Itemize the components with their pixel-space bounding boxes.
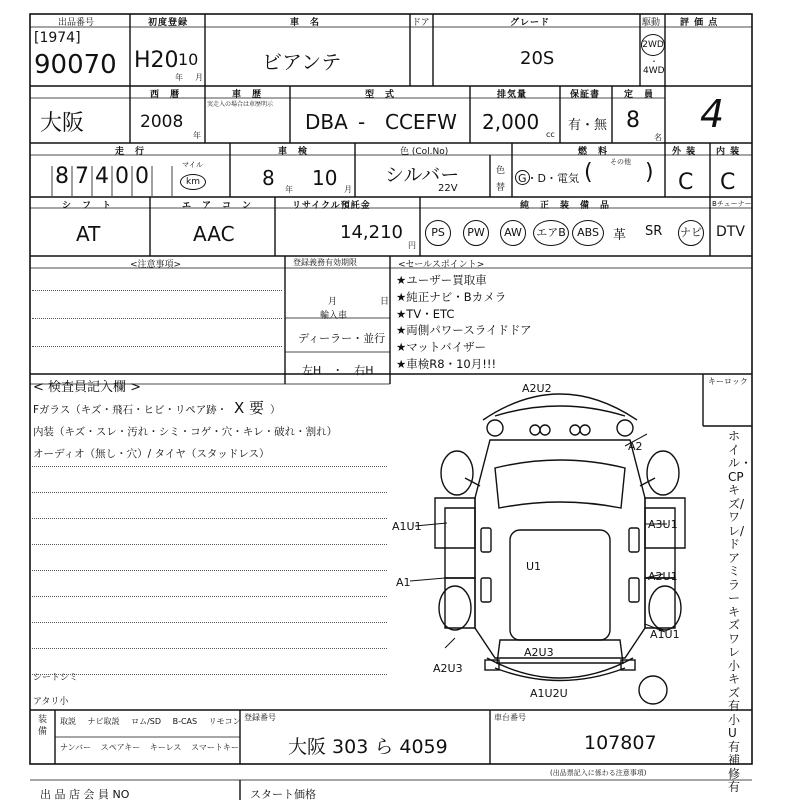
start-price-label: スタート価格 [250,788,316,801]
color: シルバー [385,164,460,186]
damage-mark: U1 [526,560,542,573]
capacity-label: 定 員 [624,90,655,100]
carname-label: 車 名 [290,18,321,28]
damage-mark: A2U3 [524,646,554,659]
first-reg-label: 初度登録 [148,18,189,28]
warranty-label: 保証書 [570,90,601,100]
inspector-interior: 内装（キズ・スレ・汚れ・シミ・コゲ・穴・キレ・破れ・割れ） [33,426,338,438]
damage-mark: A1U1 [650,628,680,641]
accessory-item: 取説 [60,717,76,726]
accessory-item: ロム/SD [131,717,162,726]
inspector-title: < 検査員記入欄 > [33,380,142,395]
registration-label: 登録義務有効期限 [293,258,357,267]
equipment-sunroof: SR [645,224,663,239]
car-body [475,440,645,658]
dotted-line [32,570,387,571]
model-prefix: DBA [305,110,348,134]
equipment-leather: 革 [613,228,627,243]
equipment-pw-circled: PW [463,220,489,246]
grade: 20S [520,48,555,69]
drive-2wd-circled: 2WD [641,34,665,56]
equipment-airbag-circled: エアB [533,220,569,246]
dotted-line [32,648,387,649]
damage-mark: A2 [628,440,643,453]
year-unit: 年 [175,73,183,82]
member-number-label: 出 品 店 会 員 NO [40,788,130,801]
equipment-ps-circled: PS [425,220,451,246]
seireki-label: 西 暦 [150,90,181,100]
accessory-item: B-CAS [172,717,198,726]
recycle-label: リサイクル預託金 [292,201,371,211]
model-year-unit: 年 [193,131,201,140]
km-unit-circled: km [180,174,206,190]
notice-text: (出品票記入に係わる注意事項) [550,769,647,777]
side-note-vertical: ホイル・CPキズ/ワレ/ドアミラーキズワレ小キズ有 小U有 補修有 [728,429,753,794]
color-change-label-2: 替 [496,183,506,193]
drive-4wd: 4WD [643,66,665,76]
dotted-line [32,544,387,545]
shaken-month-unit: 月 [344,185,352,194]
inspector-audio-tire: オーディオ（無し・穴）/ タイヤ（スタッドレス） [33,448,270,460]
cc-unit: cc [546,130,555,139]
shaken-month: 10 [312,166,338,190]
model-code: CCEFW [385,110,457,134]
lot-bracket: [1974] [34,30,81,46]
key-lock-label: キーロック [708,377,748,386]
damage-mark: A2U3 [433,662,463,675]
dotted-line [32,466,387,467]
sales-point: ★両側パワースライドドア [396,323,532,338]
fuel-other-label: その他 [610,158,631,166]
capacity: 8 [626,108,640,133]
dotted-line [32,674,387,675]
month-unit: 月 [195,73,203,82]
color-label: 色 (Col.No) [400,147,449,157]
drive-label: 駆動 [642,18,661,28]
damage-mark: A1U1 [392,520,422,533]
door-label: ドア [412,18,430,28]
import-label: 輸入車 [320,311,348,321]
model-year: 2008 [140,112,184,132]
windshield-close: ） [270,404,281,416]
fuel-label: 燃 料 [578,147,609,157]
sales-points-label: <セールスポイント> [398,260,485,270]
grade-label: グレード [510,18,551,28]
drive-dot: ・ [650,57,658,66]
front-right-wheel [647,451,679,495]
mileage-digit: 7 [75,164,89,189]
reg-day: 日 [380,297,390,307]
interior-label: 内 装 [716,147,741,157]
shift-label: シ フ ト [62,201,113,211]
fuel-options: G・D・電気 [518,172,579,185]
damage-mark: A1 [396,576,411,589]
displacement-label: 排気量 [497,90,528,100]
roof [510,530,610,640]
damage-mark: A3U1 [648,518,678,531]
warranty: 有・無 [568,118,608,133]
score-value: 4 [700,92,725,136]
hood [495,460,625,508]
windshield-mark: X 要 [234,399,265,417]
lot-number: 90070 [34,50,117,80]
hand-note: シートシミ [33,673,79,683]
mileage-digit: 8 [55,164,69,189]
first-reg-era: H20 [134,48,179,73]
sales-point: ★車検R8・10月!!! [396,356,497,371]
damage-mark: A2U2 [522,382,552,395]
accessory-item: ナビ取説 [87,717,120,726]
equipment-label: 純 正 装 備 品 [520,201,611,211]
chassis-number: 107807 [584,732,657,754]
dotted-line [32,346,282,347]
sales-point: ★TV・ETC [396,306,455,321]
hand-note: アタリ小 [33,697,69,707]
fuel-other-open-paren: ( [584,160,593,185]
inspector-windshield: Fガラス（キズ・飛石・ヒビ・リペア跡・ [33,404,228,416]
displacement: 2,000 [482,110,540,134]
yen-unit: 円 [408,241,416,250]
exterior-label: 外 装 [672,147,697,157]
caution-label: <注意事項> [130,260,182,270]
shaken-year: 8 [262,166,275,190]
accessory-row-2 [60,742,239,753]
accessory-item: リモコン [208,717,241,726]
tuner-label: Bチューナー [712,200,752,208]
color-code: 22V [438,183,458,194]
mileage-digit: 0 [135,164,149,189]
mileage-digit: 4 [95,164,109,189]
steering-side: 左H ・ 右H [302,364,374,377]
lot-label: 出品番号 [58,18,95,28]
plate-number: 大阪 303 ら 4059 [288,736,448,758]
equipment-side-label: 装備 [38,715,48,737]
aircon-label: エ ア コ ン [182,201,253,211]
rear-bumper [487,658,633,678]
rear-right-wheel [649,586,681,630]
car-name: ビアンテ [262,50,342,74]
rear-left-wheel [439,586,471,630]
damage-mark: A2U1 [648,570,678,583]
chassis-label: 車台番号 [494,713,526,722]
accessory-item: スペアキー [100,743,141,752]
interior-grade: C [720,170,736,195]
accessory-row-1 [60,716,241,727]
mileage-digit-dividers [50,160,200,200]
shaken-year-unit: 年 [285,185,293,194]
dotted-line [32,318,282,319]
mileage-digit: 0 [115,164,129,189]
plate-label: 登録番号 [244,713,276,722]
front-left-wheel [441,451,473,495]
model-dash: - [358,110,366,134]
mile-unit: マイル [182,161,203,169]
first-reg-month: 10 [178,50,199,69]
dotted-line [32,290,282,291]
front-bumper [483,394,637,420]
sales-point: ★マットバイザー [396,340,487,355]
aircon: AAC [193,222,235,246]
sales-points-list [396,272,532,373]
accessory-item: スマートキー [190,743,239,752]
sales-point: ★純正ナビ・Bカメラ [396,289,507,304]
equipment-aw-circled: AW [500,220,526,246]
region: 大阪 [40,111,85,136]
fuel-other-close-paren: ) [645,160,654,185]
score-label: 評 価 点 [680,18,719,28]
recycle-fee: 14,210 [340,222,403,243]
mileage-label: 走 行 [115,147,146,157]
exterior-grade: C [678,170,694,195]
dotted-line [32,518,387,519]
history-label: 車 歴 [232,90,263,100]
history-note: 実走入の場合は車歴明示 [207,101,274,108]
dotted-line [32,596,387,597]
dotted-line [32,622,387,623]
accessory-item: ナンバー [60,743,92,752]
color-change-label-1: 色 [496,166,506,176]
reg-month: 月 [328,297,338,307]
capacity-unit: 名 [654,133,662,142]
tuner-value: DTV [716,224,745,240]
dotted-line [32,492,387,493]
model-label: 型 式 [365,90,396,100]
dealer-parallel: ディーラー・並行 [298,332,386,345]
shaken-label: 車 検 [278,147,309,157]
accessory-item: キーレス [149,743,182,752]
equipment-navi-circled: ナビ [678,220,704,246]
equipment-abs-circled: ABS [572,220,604,246]
sales-point: ★ユーザー買取車 [396,273,487,287]
shift: AT [76,222,101,246]
damage-mark: A1U2U [530,687,568,700]
